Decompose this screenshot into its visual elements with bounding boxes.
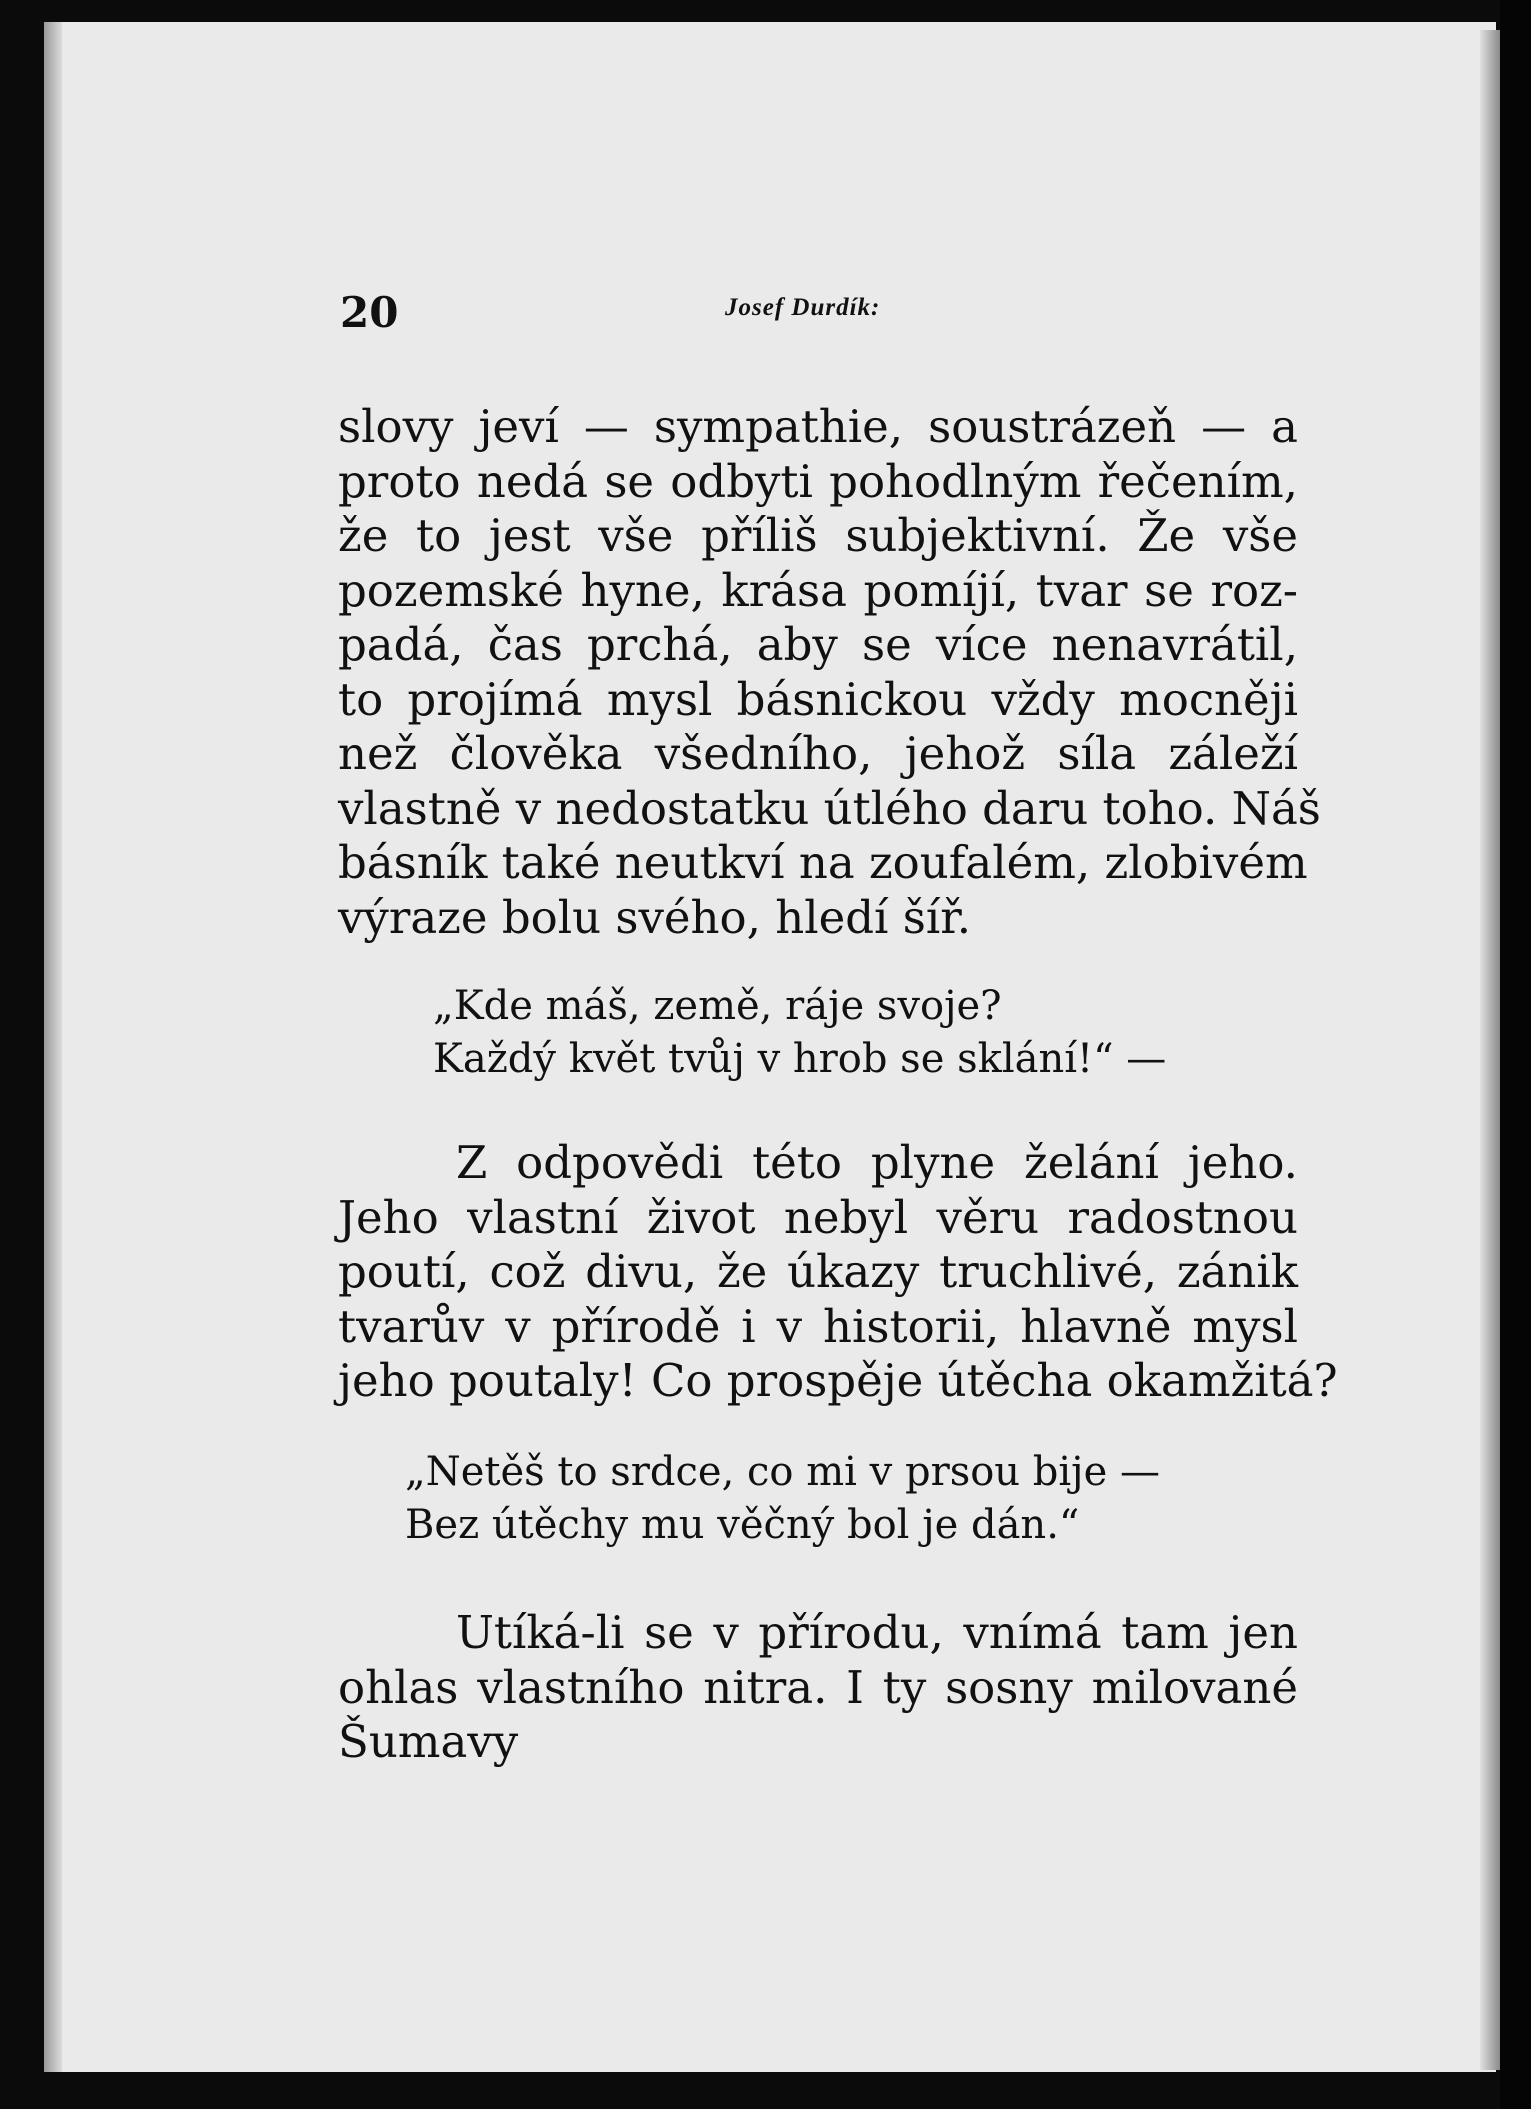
text-line: vlastně v nedostatku útlého daru toho. Náš (338, 781, 1321, 835)
paragraph-1 (338, 400, 1321, 945)
verse-line: „Netěš to srdce, co mi v prsou bije — (405, 1449, 1160, 1495)
text-line: že to jest vše příliš subjektivní. Že vše (338, 509, 1298, 562)
text-line: tvarův v přírodě i v historii, hlavně mysl (338, 1299, 1298, 1353)
verse-quote-1 (433, 980, 1166, 1086)
text-line: poutí, což divu, že úkazy truchlivé, zánik (338, 1245, 1298, 1298)
text-line: výraze bolu svého, hledí šíř. (338, 890, 972, 944)
text-line: padá, čas prchá, aby se více nenavrátil, (338, 618, 1298, 671)
text-line: to projímá mysl básnickou vždy mocněji (338, 672, 1298, 726)
page-shadow-left (44, 22, 62, 2072)
running-head-author: Josef Durdík: (725, 294, 881, 321)
running-head (340, 284, 1300, 344)
verse-quote-2 (405, 1446, 1160, 1552)
scan-border (1500, 0, 1531, 2109)
text-line: jeho poutaly! Co prospěje útěcha okamžitá? (338, 1354, 1338, 1407)
text-line: Utíká-li se v přírodu, vnímá tam jen (456, 1606, 1298, 1659)
paragraph-3 (338, 1606, 1298, 1770)
paragraph-2 (338, 1136, 1338, 1409)
text-line: Šumavy (338, 1715, 519, 1768)
page-number: 20 (340, 288, 399, 337)
text-line: Z odpovědi této plyne želání jeho. (456, 1136, 1298, 1189)
text-line: básník také neutkví na zoufalém, zlobivém (338, 836, 1308, 889)
verse-line: Bez útěchy mu věčný bol je dán.“ (405, 1502, 1080, 1548)
verse-line: „Kde máš, země, ráje svoje? (433, 983, 1002, 1029)
text-line: proto nedá se odbyti pohodlným řečením, (338, 454, 1298, 508)
text-line: pozemské hyne, krása pomíjí, tvar se roz- (338, 563, 1298, 617)
text-line: slovy jeví — sympathie, soustrázeň — a (338, 400, 1298, 453)
text-line: Jeho vlastní život nebyl věru radostnou (338, 1190, 1298, 1244)
page-shadow-right (1480, 30, 1500, 2070)
text-line: než člověka všedního, jehož síla záleží (338, 727, 1298, 780)
text-line: ohlas vlastního nitra. I ty sosny milované (338, 1660, 1298, 1714)
verse-line: Každý květ tvůj v hrob se sklání!“ — (433, 1036, 1167, 1082)
